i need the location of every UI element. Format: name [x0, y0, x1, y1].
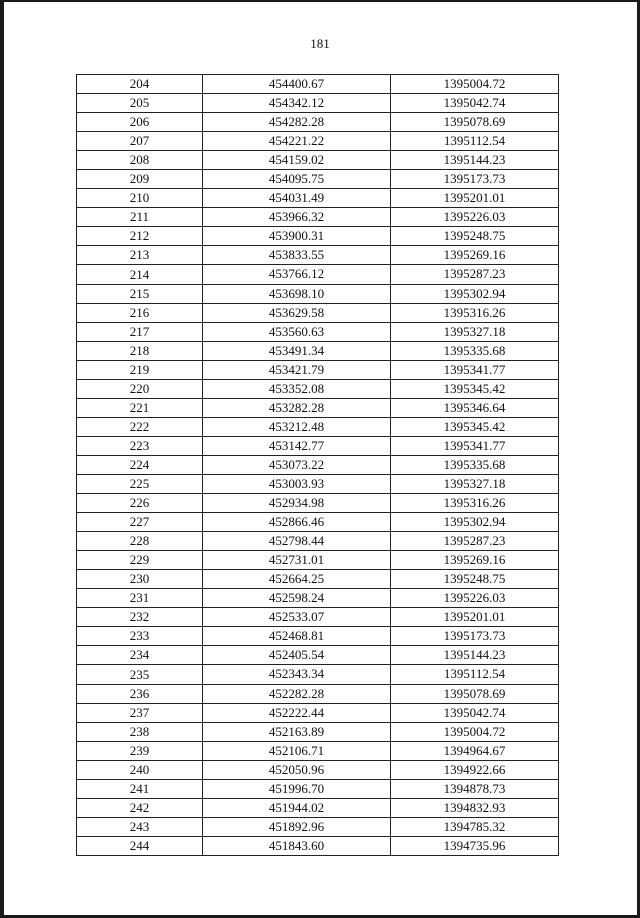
table-row [77, 817, 559, 836]
coordinate-table [76, 74, 559, 856]
table-row [77, 227, 559, 246]
point-number-cell: 226 [77, 494, 203, 513]
y-coordinate-cell: 1394785.32 [391, 817, 559, 836]
table-row [77, 303, 559, 322]
point-number-cell: 240 [77, 760, 203, 779]
x-coordinate-cell: 452163.89 [203, 722, 391, 741]
point-number-cell: 209 [77, 170, 203, 189]
y-coordinate-cell: 1395345.42 [391, 379, 559, 398]
page-number: 181 [310, 36, 330, 51]
point-number-cell: 215 [77, 284, 203, 303]
table-row [77, 455, 559, 474]
x-coordinate-cell: 453491.34 [203, 341, 391, 360]
y-coordinate-cell: 1395327.18 [391, 474, 559, 493]
table-row [77, 132, 559, 151]
y-coordinate-cell: 1395226.03 [391, 589, 559, 608]
table-row [77, 94, 559, 113]
x-coordinate-cell: 452934.98 [203, 494, 391, 513]
point-number-cell: 230 [77, 570, 203, 589]
x-coordinate-cell: 453352.08 [203, 379, 391, 398]
x-coordinate-cell: 452405.54 [203, 646, 391, 665]
x-coordinate-cell: 453766.12 [203, 265, 391, 284]
table-row [77, 532, 559, 551]
x-coordinate-cell: 453282.28 [203, 398, 391, 417]
x-coordinate-cell: 454342.12 [203, 94, 391, 113]
point-number-cell: 229 [77, 551, 203, 570]
x-coordinate-cell: 453142.77 [203, 436, 391, 455]
point-number-cell: 225 [77, 474, 203, 493]
point-number-cell: 207 [77, 132, 203, 151]
point-number-cell: 222 [77, 417, 203, 436]
x-coordinate-cell: 453629.58 [203, 303, 391, 322]
y-coordinate-cell: 1395269.16 [391, 551, 559, 570]
x-coordinate-cell: 453833.55 [203, 246, 391, 265]
table-row [77, 341, 559, 360]
y-coordinate-cell: 1395144.23 [391, 646, 559, 665]
point-number-cell: 239 [77, 741, 203, 760]
point-number-cell: 213 [77, 246, 203, 265]
table-row [77, 436, 559, 455]
point-number-cell: 236 [77, 684, 203, 703]
x-coordinate-cell: 451944.02 [203, 798, 391, 817]
point-number-cell: 232 [77, 608, 203, 627]
point-number-cell: 219 [77, 360, 203, 379]
y-coordinate-cell: 1395341.77 [391, 360, 559, 379]
x-coordinate-cell: 452533.07 [203, 608, 391, 627]
point-number-cell: 243 [77, 817, 203, 836]
y-coordinate-cell: 1395078.69 [391, 113, 559, 132]
point-number-cell: 204 [77, 75, 203, 94]
table-row [77, 722, 559, 741]
point-number-cell: 216 [77, 303, 203, 322]
point-number-cell: 218 [77, 341, 203, 360]
point-number-cell: 231 [77, 589, 203, 608]
x-coordinate-cell: 453966.32 [203, 208, 391, 227]
y-coordinate-cell: 1394964.67 [391, 741, 559, 760]
point-number-cell: 233 [77, 627, 203, 646]
y-coordinate-cell: 1394922.66 [391, 760, 559, 779]
x-coordinate-cell: 452343.34 [203, 665, 391, 684]
x-coordinate-cell: 453900.31 [203, 227, 391, 246]
table-row [77, 398, 559, 417]
table-row [77, 741, 559, 760]
y-coordinate-cell: 1395302.94 [391, 284, 559, 303]
table-row [77, 75, 559, 94]
x-coordinate-cell: 452222.44 [203, 703, 391, 722]
table-row [77, 208, 559, 227]
table-row [77, 284, 559, 303]
table-row [77, 608, 559, 627]
point-number-cell: 234 [77, 646, 203, 665]
y-coordinate-cell: 1395173.73 [391, 170, 559, 189]
point-number-cell: 223 [77, 436, 203, 455]
y-coordinate-cell: 1395248.75 [391, 570, 559, 589]
y-coordinate-cell: 1395302.94 [391, 513, 559, 532]
page-border-top [0, 0, 640, 2]
table-row [77, 646, 559, 665]
x-coordinate-cell: 453421.79 [203, 360, 391, 379]
table-row [77, 494, 559, 513]
table-row [77, 798, 559, 817]
table-row [77, 322, 559, 341]
table-row [77, 760, 559, 779]
y-coordinate-cell: 1395112.54 [391, 132, 559, 151]
table-row [77, 551, 559, 570]
y-coordinate-cell: 1395287.23 [391, 532, 559, 551]
y-coordinate-cell: 1394878.73 [391, 779, 559, 798]
y-coordinate-cell: 1395226.03 [391, 208, 559, 227]
table-row [77, 589, 559, 608]
x-coordinate-cell: 452731.01 [203, 551, 391, 570]
point-number-cell: 244 [77, 836, 203, 855]
y-coordinate-cell: 1395335.68 [391, 455, 559, 474]
table-row [77, 360, 559, 379]
y-coordinate-cell: 1395201.01 [391, 608, 559, 627]
point-number-cell: 228 [77, 532, 203, 551]
table-row [77, 513, 559, 532]
y-coordinate-cell: 1395112.54 [391, 665, 559, 684]
table-row [77, 665, 559, 684]
y-coordinate-cell: 1395201.01 [391, 189, 559, 208]
table-row [77, 570, 559, 589]
point-number-cell: 211 [77, 208, 203, 227]
table-row [77, 836, 559, 855]
table-row [77, 779, 559, 798]
table-row [77, 684, 559, 703]
x-coordinate-cell: 453560.63 [203, 322, 391, 341]
y-coordinate-cell: 1395316.26 [391, 303, 559, 322]
y-coordinate-cell: 1394735.96 [391, 836, 559, 855]
x-coordinate-cell: 453212.48 [203, 417, 391, 436]
x-coordinate-cell: 454159.02 [203, 151, 391, 170]
y-coordinate-cell: 1395346.64 [391, 398, 559, 417]
x-coordinate-cell: 454221.22 [203, 132, 391, 151]
x-coordinate-cell: 454095.75 [203, 170, 391, 189]
y-coordinate-cell: 1395042.74 [391, 703, 559, 722]
point-number-cell: 212 [77, 227, 203, 246]
y-coordinate-cell: 1395341.77 [391, 436, 559, 455]
table-row [77, 246, 559, 265]
x-coordinate-cell: 454031.49 [203, 189, 391, 208]
point-number-cell: 220 [77, 379, 203, 398]
x-coordinate-cell: 452598.24 [203, 589, 391, 608]
x-coordinate-cell: 453003.93 [203, 474, 391, 493]
table-row [77, 189, 559, 208]
point-number-cell: 242 [77, 798, 203, 817]
point-number-cell: 224 [77, 455, 203, 474]
point-number-cell: 227 [77, 513, 203, 532]
y-coordinate-cell: 1395042.74 [391, 94, 559, 113]
y-coordinate-cell: 1395316.26 [391, 494, 559, 513]
point-number-cell: 208 [77, 151, 203, 170]
coordinate-table-body [77, 75, 559, 856]
point-number-cell: 206 [77, 113, 203, 132]
point-number-cell: 205 [77, 94, 203, 113]
y-coordinate-cell: 1395004.72 [391, 722, 559, 741]
table-row [77, 265, 559, 284]
y-coordinate-cell: 1395078.69 [391, 684, 559, 703]
point-number-cell: 241 [77, 779, 203, 798]
x-coordinate-cell: 451843.60 [203, 836, 391, 855]
x-coordinate-cell: 454282.28 [203, 113, 391, 132]
x-coordinate-cell: 452798.44 [203, 532, 391, 551]
y-coordinate-cell: 1395287.23 [391, 265, 559, 284]
table-row [77, 170, 559, 189]
y-coordinate-cell: 1395269.16 [391, 246, 559, 265]
table-row [77, 151, 559, 170]
page-border-left [0, 0, 4, 918]
y-coordinate-cell: 1395327.18 [391, 322, 559, 341]
y-coordinate-cell: 1395004.72 [391, 75, 559, 94]
x-coordinate-cell: 451892.96 [203, 817, 391, 836]
y-coordinate-cell: 1395335.68 [391, 341, 559, 360]
point-number-cell: 221 [77, 398, 203, 417]
x-coordinate-cell: 452282.28 [203, 684, 391, 703]
table-row [77, 703, 559, 722]
table-row [77, 417, 559, 436]
table-row [77, 627, 559, 646]
y-coordinate-cell: 1395345.42 [391, 417, 559, 436]
x-coordinate-cell: 452106.71 [203, 741, 391, 760]
coordinate-table-container [76, 74, 558, 856]
y-coordinate-cell: 1395144.23 [391, 151, 559, 170]
x-coordinate-cell: 452468.81 [203, 627, 391, 646]
point-number-cell: 210 [77, 189, 203, 208]
point-number-cell: 214 [77, 265, 203, 284]
table-row [77, 474, 559, 493]
x-coordinate-cell: 451996.70 [203, 779, 391, 798]
y-coordinate-cell: 1394832.93 [391, 798, 559, 817]
x-coordinate-cell: 453698.10 [203, 284, 391, 303]
x-coordinate-cell: 452664.25 [203, 570, 391, 589]
point-number-cell: 217 [77, 322, 203, 341]
table-row [77, 379, 559, 398]
x-coordinate-cell: 454400.67 [203, 75, 391, 94]
point-number-cell: 238 [77, 722, 203, 741]
y-coordinate-cell: 1395248.75 [391, 227, 559, 246]
x-coordinate-cell: 452050.96 [203, 760, 391, 779]
x-coordinate-cell: 453073.22 [203, 455, 391, 474]
table-row [77, 113, 559, 132]
x-coordinate-cell: 452866.46 [203, 513, 391, 532]
y-coordinate-cell: 1395173.73 [391, 627, 559, 646]
point-number-cell: 235 [77, 665, 203, 684]
point-number-cell: 237 [77, 703, 203, 722]
